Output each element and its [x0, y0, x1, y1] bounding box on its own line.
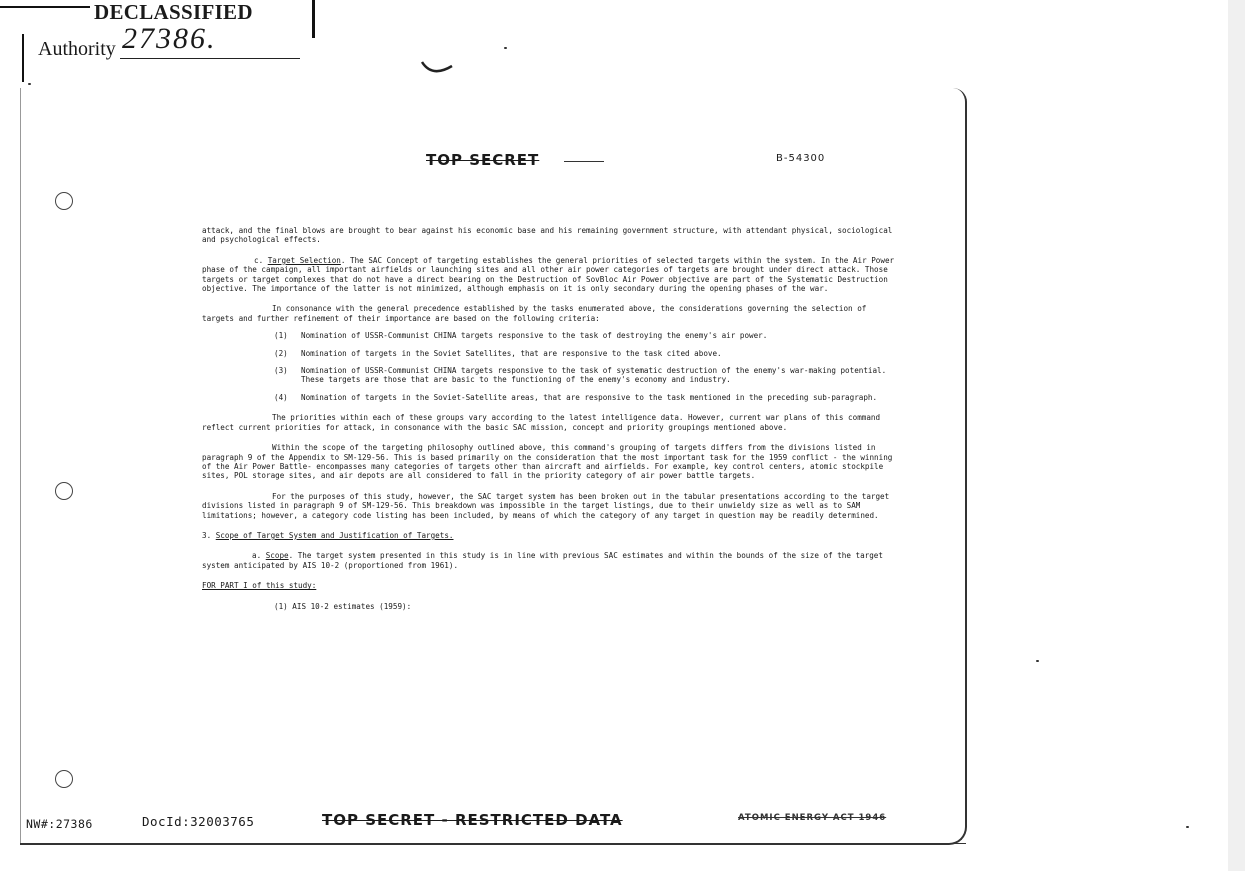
stamp-border-left [22, 34, 24, 82]
paragraph-scope [202, 551, 902, 570]
paragraph-text: . The target system presented in this study is in line with previous SAC estimates and within the bounds of the size of the target system anticipated by AIS 10-2 (proportioned from 1961). [202, 551, 883, 570]
criteria-text: Nomination of targets in the Soviet Satellites, that are responsive to the task cited above. [301, 348, 722, 358]
stamp-border-top [0, 6, 90, 8]
paragraph-label: c. [254, 255, 264, 265]
paragraph-title: Target Selection [267, 255, 341, 265]
criteria-text: Nomination of USSR-Communist CHINA targets responsive to the task of destroying the enemy's air power. [301, 331, 768, 341]
document-number: B-54300 [776, 153, 826, 164]
footer-nw-number: NW#:27386 [26, 817, 93, 831]
punch-hole [55, 192, 73, 210]
criteria-item [274, 331, 902, 340]
declassified-stamp: DECLASSIFIED [94, 0, 253, 24]
estimate-number: (1) [274, 601, 288, 611]
document-page-left-edge [20, 88, 21, 843]
criteria-number: (3) [274, 366, 288, 376]
paragraph-scope-philosophy: Within the scope of the targeting philosophy outlined above, this command's grouping of targets differs from the divisions listed in paragraph 9 of the Appendix to SM-129-56. This is based primarily on the consideration that the most important task for the 1959 conflict - the winning of the Air Power Battle- encompasses many categories of targets other than aircraft and airfields. For example, key control centers, atomic stockpile sites, POL storage sites, and air depots are all considered to fall in the priority category of air power battle targets. [202, 443, 893, 481]
paragraph-purposes: For the purposes of this study, however, the SAC target system has been broken out in the tabular presentations according to the target divisions listed in paragraph 9 of SM-129-56. This breakdown was impossible in the target listings, due to their unwieldy size as well as to SAM limitations; however, a category code listing has been included, by means of which the category of any target in question may be readily determined. [202, 491, 890, 520]
bottom-classification-marking: TOP SECRET - RESTRICTED DATA [322, 811, 623, 829]
section-number: 3. [202, 530, 212, 540]
viewer-side-strip [1228, 0, 1245, 871]
criteria-number: (4) [274, 392, 288, 402]
stamp-border-right [312, 0, 315, 38]
criteria-number: (2) [274, 348, 288, 358]
paragraph-target-selection [202, 256, 902, 294]
footer-doc-id: DocId:32003765 [142, 814, 255, 829]
authority-number: 27386. [122, 22, 217, 55]
criteria-item [274, 349, 902, 358]
scan-speck [504, 47, 507, 49]
page-bottom-edge [20, 843, 966, 844]
scan-speck [1186, 826, 1189, 828]
atomic-energy-act-marking: ATOMIC ENERGY ACT 1946 [738, 813, 887, 823]
paragraph-text: . The SAC Concept of targeting establishes the general priorities of selected targets within the system. In the Air Power phase of the campaign, all important airfields or launching sites and all other air power categories of targets are brought under direct attack. Those targets or target complexes that do not have a direct bearing on the Destruction of SovBloc Air Power objective are part of the Systematic Destruction objective. The importance of the latter is not minimized, although emphasis on it is only secondary during the opening phases of the war. [202, 255, 895, 294]
authority-underline [120, 58, 300, 59]
paragraph-label: a. [252, 551, 262, 561]
punch-hole [55, 482, 73, 500]
estimate-item [274, 602, 902, 611]
paragraph-consonance: In consonance with the general precedence established by the tasks enumerated above, the considerations governing the selection of targets and further refinement of their importance are based on the following criteria: [202, 304, 867, 323]
scan-speck [1036, 660, 1039, 662]
criteria-item [274, 393, 902, 402]
paragraph-title: Scope [265, 551, 289, 561]
criteria-text: Nomination of USSR-Communist CHINA targets responsive to the task of systematic destruction of the enemy's war-making potential. These targets are those that are basic to the functioning of the enemy's economy and industry. [301, 366, 887, 385]
part-heading: FOR PART I of this study: [202, 581, 317, 591]
section-3-heading [202, 531, 902, 540]
criteria-item [274, 366, 902, 385]
section-title: Scope of Target System and Justification of Targets. [215, 530, 454, 540]
scan-speck [28, 83, 31, 85]
criteria-number: (1) [274, 331, 288, 341]
opening-paragraph: attack, and the final blows are brought to bear against his economic base and his remaining government structure, with attendant physical, sociological and psychological effects. [202, 226, 893, 245]
pen-mark [420, 56, 456, 78]
document-body [202, 226, 902, 611]
top-classification-marking: TOP SECRET [426, 151, 540, 169]
authority-label: Authority [38, 38, 116, 60]
classification-dash [564, 161, 604, 162]
punch-hole [55, 770, 73, 788]
paragraph-priorities: The priorities within each of these groups vary according to the latest intelligence data. However, current war plans of this command reflect current priorities for attack, in consonance with the basic SAC mission, concept and priority groupings mentioned above. [202, 413, 881, 432]
criteria-text: Nomination of targets in the Soviet-Satellite areas, that are responsive to the task mentioned in the preceding sub-paragraph. [301, 392, 878, 402]
estimate-text: AIS 10-2 estimates (1959): [292, 601, 412, 611]
